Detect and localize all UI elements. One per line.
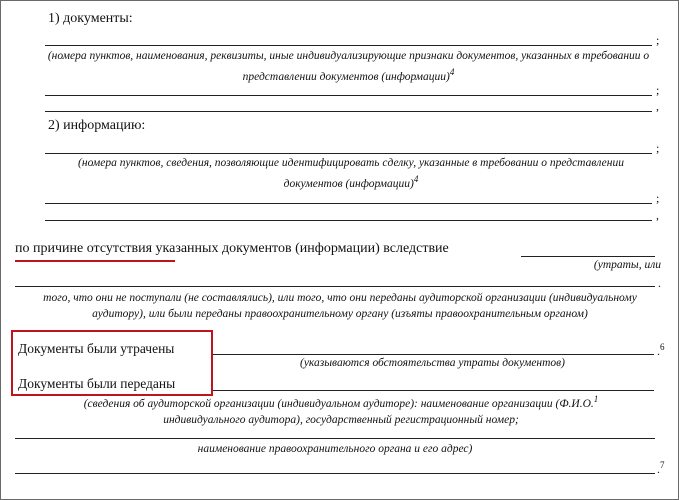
law-enforcement-hint: наименование правоохранительного органа и его адрес): [197, 443, 473, 455]
line-semicolon: ;: [656, 141, 660, 155]
fill-line: [45, 111, 652, 112]
fill-line: [45, 95, 652, 96]
fill-line: [15, 286, 655, 287]
section2-hint: [61, 155, 641, 192]
line-semicolon: ;: [656, 191, 660, 205]
line-period: .$^6$: [657, 342, 665, 358]
transferred-hint-rest: индивидуального аудитора), государственный регистрационный номер;: [163, 413, 519, 426]
footnote-ref: 4: [413, 174, 419, 184]
reason-hint-right: (утраты, или: [593, 259, 661, 271]
line-period: .: [658, 276, 661, 290]
footnote-ref: 4: [449, 67, 455, 77]
fill-line: [45, 45, 652, 46]
section2-hint-text: (номера пунктов, сведения, позволяющие идентифицировать сделку, указанные в требовании о представлении документов (информации): [78, 157, 624, 190]
fill-line: [15, 438, 655, 439]
reason-hint-continued: того, что они не поступали (не составлялись), или того, что они переданы аудиторской организации (индивидуальному аудитору), или были переданы правоохранительному органу (изъяты правоохранительным органом): [43, 292, 637, 320]
transferred-hint: [31, 391, 651, 428]
highlight-box: [11, 330, 213, 396]
section2-heading: 2) информацию:: [48, 118, 146, 133]
line-comma: ,: [656, 99, 659, 113]
section1-hint: [45, 48, 652, 85]
section1-hint-text: (номера пунктов, наименования, реквизиты, иные индивидуализирующие признаки документов, указанных в требовании о представлении документов (информации): [47, 50, 650, 83]
reason-sentence: по причине отсутствия указанных документов (информации) вследствие: [15, 241, 449, 256]
transferred-hint-text: (сведения об аудиторской организации (индивидуальном аудиторе): наименование организации (Ф.И.О.: [83, 397, 594, 410]
line-comma: ,: [656, 208, 659, 222]
line-period: .$^7$: [657, 460, 665, 476]
line-semicolon: ;: [656, 83, 660, 97]
lost-hint: (указываются обстоятельства утраты документов): [299, 357, 566, 369]
highlight-underline: [15, 260, 175, 262]
fill-line: [45, 220, 652, 221]
line-semicolon: ;: [656, 33, 660, 47]
section1-heading: 1) документы:: [48, 11, 133, 26]
overlay-lost-text: Документы были утрачены: [18, 341, 175, 356]
fill-line: [45, 153, 652, 154]
fill-line: [45, 203, 652, 204]
footnote-ref: 1: [593, 394, 599, 404]
fill-line: [15, 473, 655, 474]
overlay-transferred-text: Документы были переданы: [18, 376, 176, 391]
